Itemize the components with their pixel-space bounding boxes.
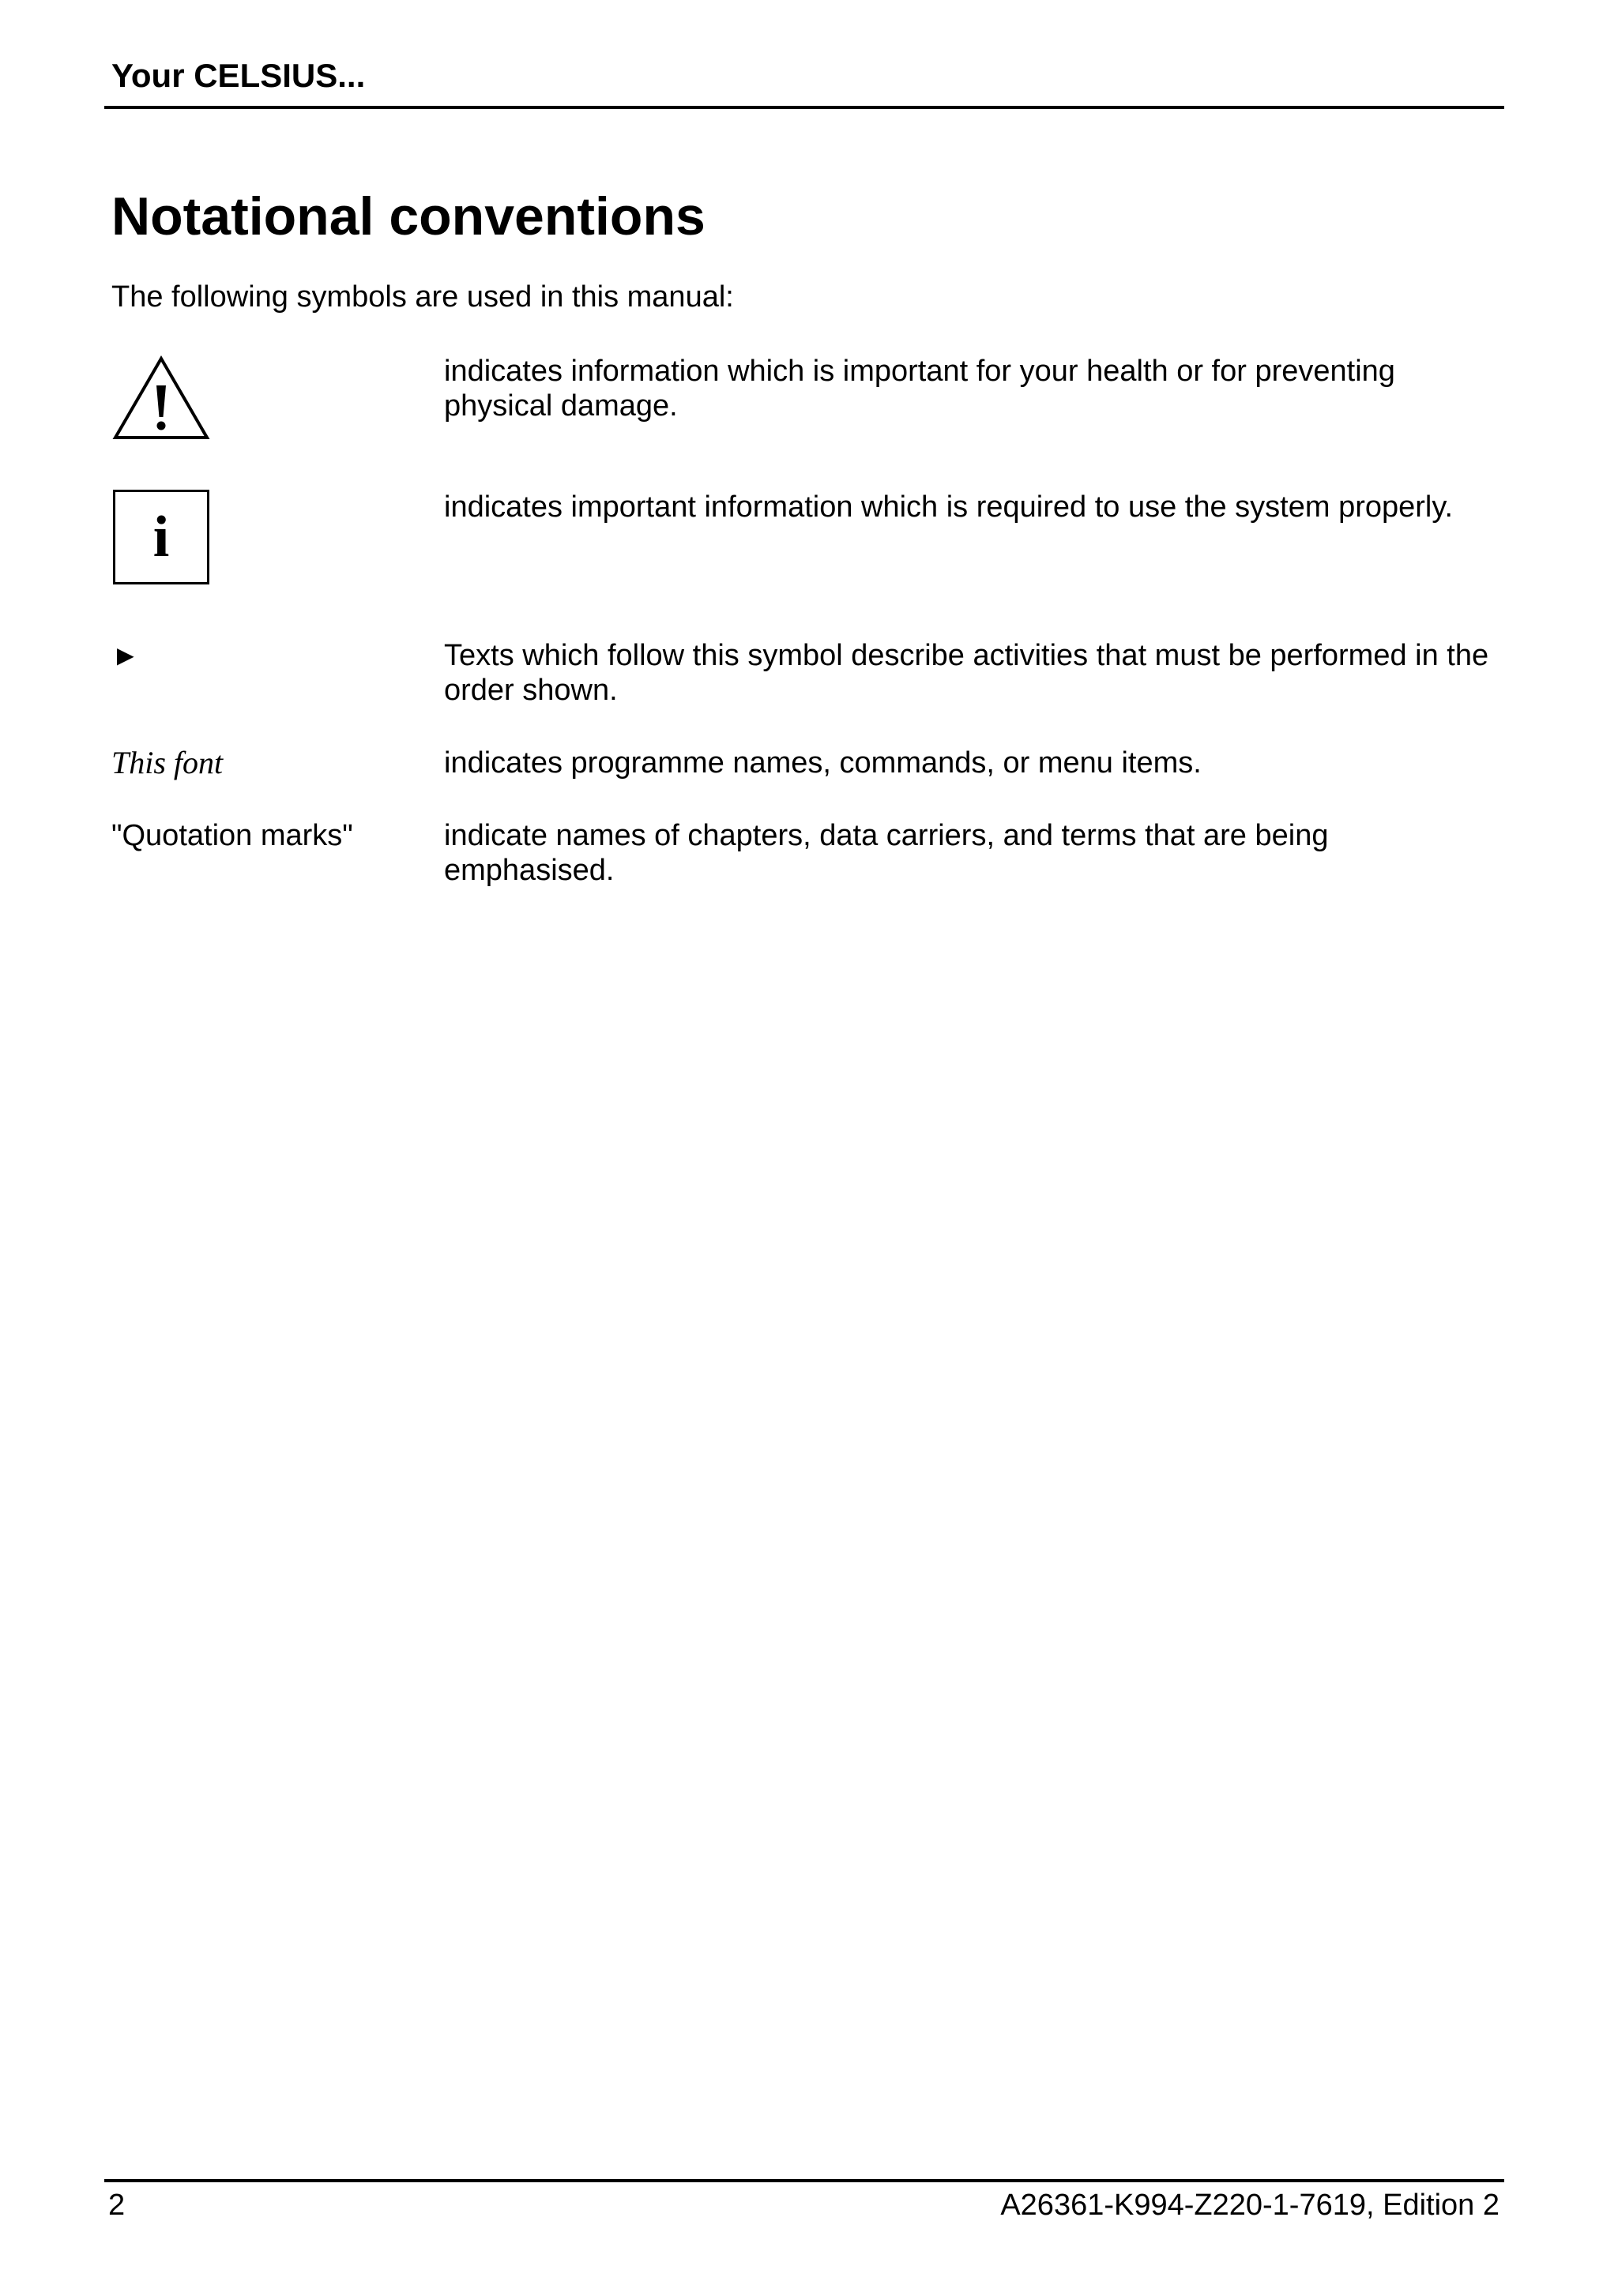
footer-divider xyxy=(104,2179,1504,2182)
convention-symbol-font: This font xyxy=(111,745,224,780)
info-icon: i xyxy=(113,490,209,584)
document-id: A26361-K994-Z220-1-7619, Edition 2 xyxy=(1000,2189,1499,2222)
convention-description-steps: Texts which follow this symbol describe activities that must be performed in the order shown. xyxy=(444,639,1489,707)
warning-triangle-icon xyxy=(111,354,211,442)
convention-symbol-quotes: "Quotation marks" xyxy=(111,819,353,852)
page-number: 2 xyxy=(108,2189,126,2222)
convention-description-warning: indicates information which is important for your health or for preventing physical damage. xyxy=(444,355,1395,423)
page-title: Notational conventions xyxy=(111,186,706,246)
convention-description-info: indicates important information which is required to use the system properly. xyxy=(444,490,1454,524)
intro-text: The following symbols are used in this manual: xyxy=(111,280,734,314)
header-divider xyxy=(104,106,1504,109)
triangle-arrow-icon: ► xyxy=(111,639,140,671)
convention-description-font: indicates programme names, commands, or menu items. xyxy=(444,746,1202,780)
convention-description-quotes: indicate names of chapters, data carriers, and terms that are being emphasised. xyxy=(444,819,1329,887)
header-title: Your CELSIUS... xyxy=(111,57,366,94)
